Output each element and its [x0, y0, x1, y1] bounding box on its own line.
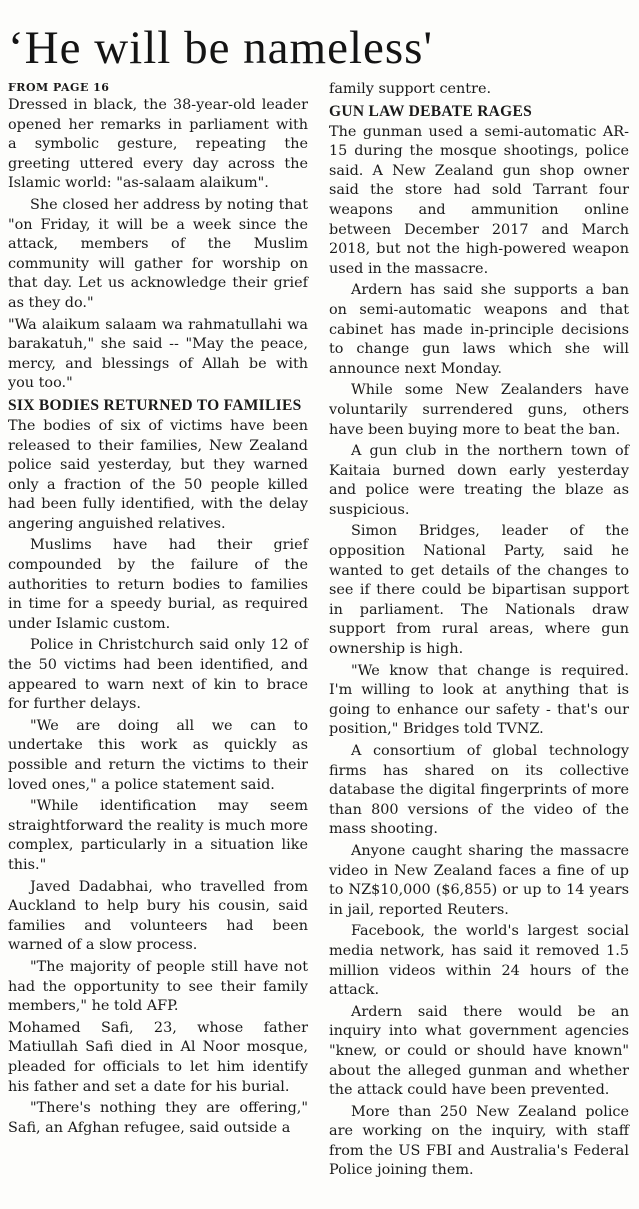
paragraph: Javed Dadabhai, who travelled from Auckland to help bury his cousin, said families and volunteers had been warned of a slow process. — [8, 878, 308, 954]
paragraph: More than 250 New Zealand police are working on the inquiry, with staff from the US FBI and Australia's Federal Police joining them. — [329, 1103, 629, 1179]
paragraph: "There's nothing they are offering," Safi, an Afghan refugee, said outside a — [8, 1100, 308, 1136]
paragraph-continuation: family support centre. — [329, 81, 492, 97]
paragraph: A gun club in the northern town of Kaitaia burned down early yesterday and police were treating the blaze as suspicious. — [329, 443, 629, 518]
left-column — [8, 80, 308, 1140]
paragraph: Anyone caught sharing the massacre video in New Zealand faces a fine of up to NZ$10,000 ($6,855) or up to 14 years in jail, reported Reuters. — [329, 842, 629, 918]
paragraph: The bodies of six of victims have been released to their families, New Zealand police said yesterday, but they warned only a fraction of the 50 people killed had been fully identified, with the delay angering anguished relatives. — [8, 417, 308, 532]
paragraph: Simon Bridges, leader of the opposition National Party, said he wanted to get details of the changes to see if there could be bipartisan support in parliament. The Nationals draw support from rural areas, where gun ownership is high. — [329, 523, 629, 658]
paragraph: "We are doing all we can to undertake this work as quickly as possible and return the victims to their loved ones," a police statement said. — [8, 717, 308, 793]
paragraph: "While identification may seem straightforward the reality is much more complex, particularly in a situation like this." — [8, 798, 308, 873]
paragraph: Dressed in black, the 38-year-old leader opened her remarks in parliament with a symbolic gesture, repeating the greeting uttered every day across the Islamic world: "as-salaam alaikum". — [8, 97, 308, 192]
paragraph: The gunman used a semi-automatic AR-15 during the mosque shootings, police said. A New Zealand gun shop owner said the store had sold Tarrant four weapons and ammunition online between December 2017 and March 2018, but not the high-powered weapon used in the massacre. — [329, 123, 629, 277]
paragraph: Ardern has said she supports a ban on semi-automatic weapons and that cabinet has made in-principle decisions to change gun laws which she will announce next Monday. — [329, 282, 629, 377]
paragraph: While some New Zealanders have voluntarily surrendered guns, others have been buying more to beat the ban. — [329, 382, 629, 438]
subhead-six-bodies: SIX BODIES RETURNED TO FAMILIES — [8, 396, 302, 414]
paragraph: A consortium of global technology firms has shared on its collective database the digital fingerprints of more than 800 versions of the video of the mass shooting. — [329, 743, 629, 838]
subhead-gun-law: GUN LAW DEBATE RAGES — [329, 102, 533, 120]
paragraph: Facebook, the world's largest social media network, has said it removed 1.5 million videos within 24 hours of the attack. — [329, 923, 629, 999]
right-column — [329, 80, 629, 1183]
headline: ‘He will be nameless' — [8, 22, 433, 74]
paragraph: She closed her address by noting that "on Friday, it will be a week since the attack, members of the Muslim community will gather for worship on that day. Let us acknowledge their grief as they do." — [8, 196, 308, 311]
paragraph: "The majority of people still have not had the opportunity to see their family members," he told AFP. — [8, 958, 308, 1015]
paragraph: Mohamed Safi, 23, whose father Matiullah Safi died in Al Noor mosque, pleaded for officials to let him identify his father and set a date for his burial. — [8, 1019, 308, 1095]
paragraph: "Wa alaikum salaam wa rahmatullahi wa barakatuh," she said -- "May the peace, mercy, and blessings of Allah be with you too." — [8, 316, 308, 392]
paragraph: Muslims have had their grief compounded by the failure of the authorities to return bodies to families in time for a speedy burial, as required under Islamic custom. — [8, 537, 308, 632]
continued-from-label: FROM PAGE 16 — [8, 81, 110, 94]
paragraph: Police in Christchurch said only 12 of the 50 victims had been identified, and appeared to warn next of kin to brace for further delays. — [8, 637, 308, 713]
paragraph: "We know that change is required. I'm willing to look at anything that is going to enhance our safety - that's our position," Bridges told TVNZ. — [329, 662, 629, 738]
paragraph: Ardern said there would be an inquiry into what government agencies "knew, or could or should have known" about the alleged gunman and whether the attack could have been prevented. — [329, 1003, 629, 1099]
